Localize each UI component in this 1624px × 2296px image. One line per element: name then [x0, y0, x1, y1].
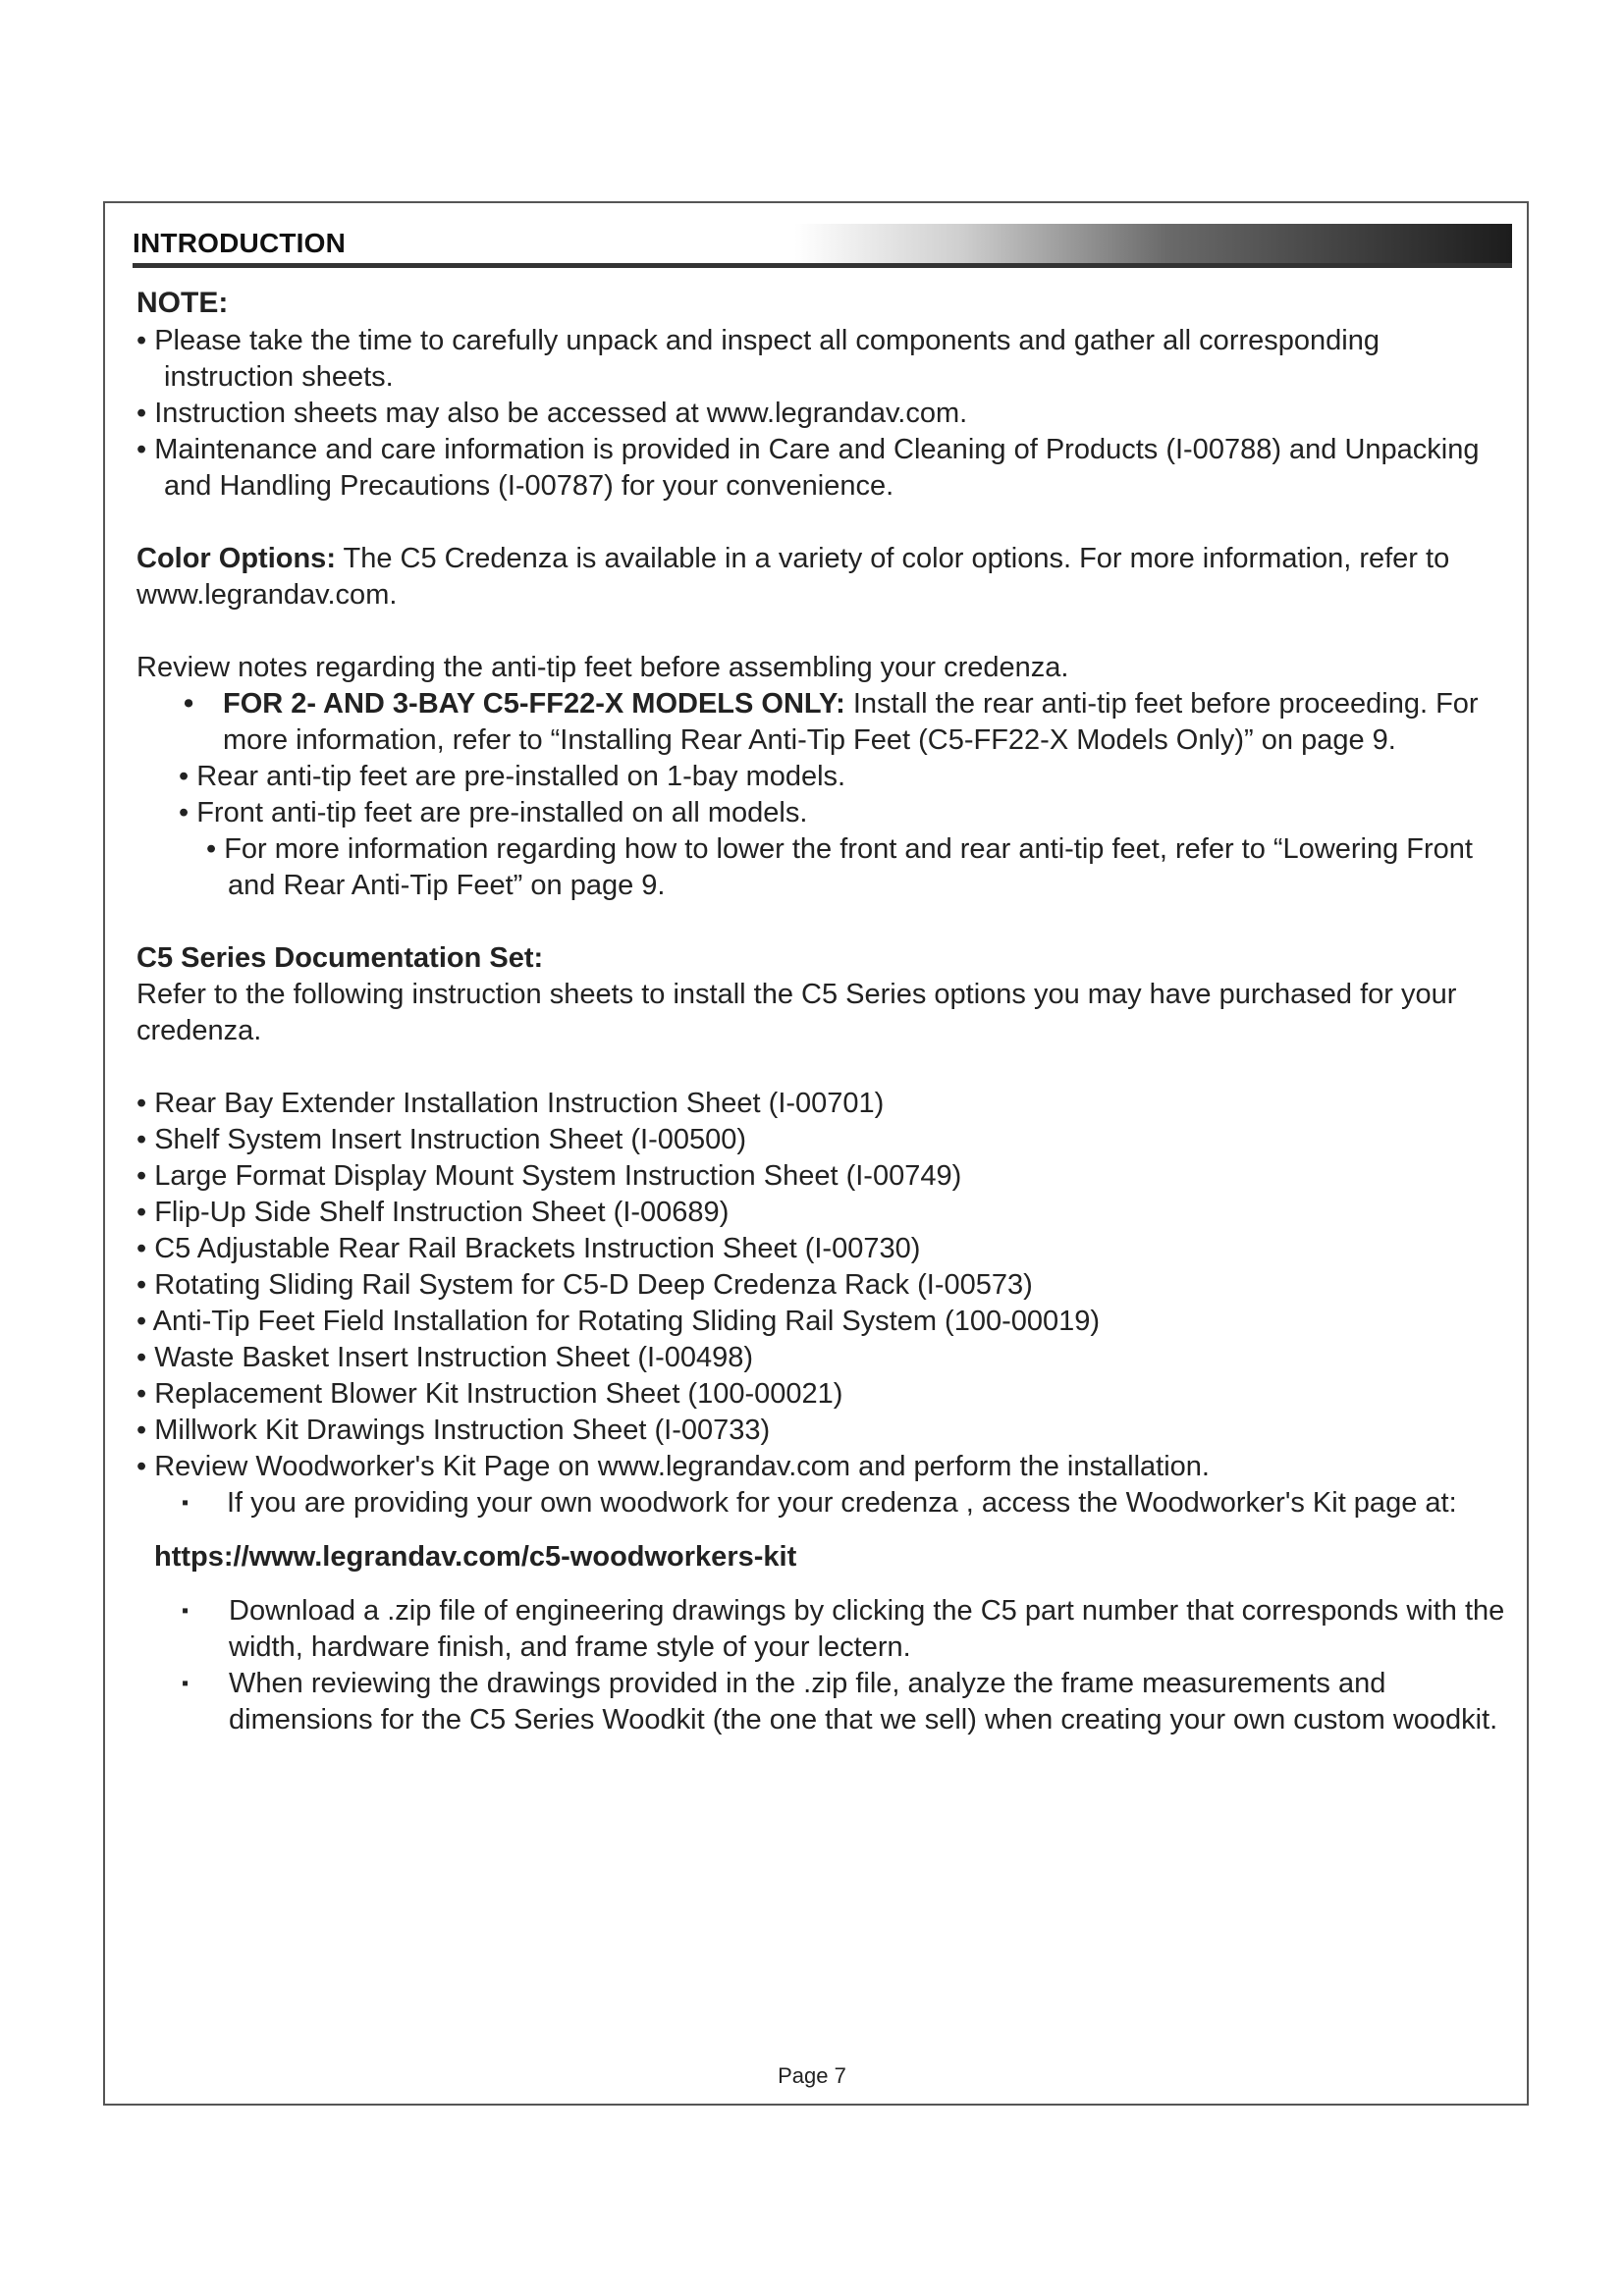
note-bullet: • Maintenance and care information is provided in Care and Cleaning of Products (I-00788) and Unpacking and Handling Precautions (I-00787) for your convenience.	[136, 434, 1480, 502]
doc-set-heading: C5 Series Documentation Set:	[136, 942, 544, 974]
color-options-text: The C5 Credenza is available in a variety of color options. For more information, refer to www.legrandav.com.	[136, 543, 1450, 611]
anti-tip-bullet: • For more information regarding how to lower the front and rear anti-tip feet, refer to “Lowering Front and Rear Anti-Tip Feet” on page 9.	[206, 833, 1473, 901]
doc-item: • Rear Bay Extender Installation Instruction Sheet (I-00701)	[136, 1088, 885, 1119]
doc-item: • Rotating Sliding Rail System for C5-D Deep Credenza Rack (I-00573)	[136, 1269, 1033, 1301]
anti-tip-first-text: Install the rear anti-tip feet before proceeding. For more information, refer to “Installing Rear Anti-Tip Feet (C5-FF22-X Models Only)” on page 9.	[223, 688, 1479, 756]
anti-tip-bullet: • Rear anti-tip feet are pre-installed on 1-bay models.	[179, 761, 846, 792]
note-bullet: • Please take the time to carefully unpack and inspect all components and gather all corresponding instruction sheets.	[136, 325, 1380, 393]
doc-item: • Anti-Tip Feet Field Installation for Rotating Sliding Rail System (100-00019)	[136, 1306, 1101, 1337]
doc-item: • Review Woodworker's Kit Page on www.legrandav.com and perform the installation.	[136, 1451, 1210, 1482]
note-bullet: • Instruction sheets may also be accessed at www.legrandav.com.	[136, 398, 968, 429]
doc-set-intro: Refer to the following instruction sheets to install the C5 Series options you may have purchased for your credenza.	[136, 979, 1457, 1046]
doc-item: • Shelf System Insert Instruction Sheet (I-00500)	[136, 1124, 747, 1155]
square-bullet-icon: ▪	[182, 1673, 189, 1694]
note-heading: NOTE:	[136, 287, 229, 319]
woodworkers-kit-link[interactable]: https://www.legrandav.com/c5-woodworkers-kit	[154, 1541, 797, 1573]
square-bullet-icon: ▪	[182, 1600, 189, 1622]
doc-item: • Flip-Up Side Shelf Instruction Sheet (I-00689)	[136, 1197, 730, 1228]
doc-item: • Large Format Display Mount System Instruction Sheet (I-00749)	[136, 1160, 962, 1192]
page-content	[135, 285, 1509, 1738]
color-options-label: Color Options:	[136, 543, 336, 574]
anti-tip-first-bullet: • FOR 2- AND 3-BAY C5-FF22-X MODELS ONLY: Install the rear anti-tip feet before proceeding. For more information, refer to “Installing Rear Anti-Tip Feet (C5-FF22-X Models Only)” on page 9.	[184, 688, 1479, 756]
anti-tip-first-bold: FOR 2- AND 3-BAY C5-FF22-X MODELS ONLY:	[223, 688, 845, 720]
section-header-bar	[133, 224, 1512, 268]
doc-item: • Millwork Kit Drawings Instruction Sheet (I-00733)	[136, 1415, 771, 1446]
doc-item: • C5 Adjustable Rear Rail Brackets Instruction Sheet (I-00730)	[136, 1233, 921, 1264]
doc-item: • Replacement Blower Kit Instruction Sheet (100-00021)	[136, 1378, 843, 1410]
woodwork-note: ▪ If you are providing your own woodwork for your credenza , access the Woodworker's Kit page at:	[135, 1485, 1509, 1522]
color-options-paragraph	[136, 541, 1509, 614]
download-item: ▪ When reviewing the drawings provided in the .zip file, analyze the frame measurements and dimensions for the C5 Series Woodkit (the one that we sell) when creating your own custom woodkit.	[182, 1668, 1498, 1735]
section-title: INTRODUCTION	[133, 228, 347, 258]
page-number: Page 7	[778, 2063, 846, 2088]
square-bullet-icon: ▪	[182, 1492, 189, 1514]
doc-item: • Waste Basket Insert Instruction Sheet (I-00498)	[136, 1342, 754, 1373]
download-item: ▪ Download a .zip file of engineering drawings by clicking the C5 part number that corresponds with the width, hardware finish, and frame style of your lectern.	[182, 1595, 1505, 1663]
anti-tip-intro: Review notes regarding the anti-tip feet before assembling your credenza.	[136, 652, 1069, 683]
anti-tip-bullet: • Front anti-tip feet are pre-installed on all models.	[179, 797, 808, 828]
